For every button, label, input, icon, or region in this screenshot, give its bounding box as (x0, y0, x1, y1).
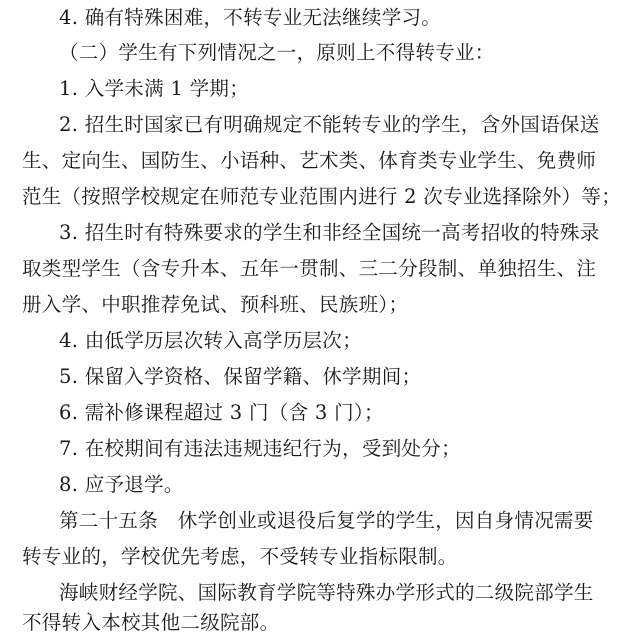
paragraph-line: 海峡财经学院、国际教育学院等特殊办学形式的二级院部学生 (59, 581, 594, 604)
list-item: 2. 招生时国家已有明确规定不能转专业的学生，含外国语保送 (59, 113, 600, 136)
list-item: 7. 在校期间有违法违规违纪行为，受到处分； (59, 437, 461, 460)
list-item: 8. 应予退学。 (59, 473, 184, 496)
list-item: 4. 由低学历层次转入高学历层次； (59, 329, 362, 352)
list-item: 3. 招生时有特殊要求的学生和非经全国统一高考招收的特殊录 (59, 221, 600, 244)
paragraph-line: 册入学、中职推荐免试、预科班、民族班）； (22, 293, 409, 316)
paragraph-line: 取类型学生（含专升本、五年一贯制、三二分段制、单独招生、注 (22, 257, 597, 280)
list-item: 6. 需补修课程超过 3 门（含 3 门）； (59, 401, 384, 424)
paragraph-line: 转专业的，学校优先考虑，不受转专业指标限制。 (22, 545, 458, 568)
paragraph-line: 生、定向生、国防生、小语种、艺术类、体育类专业学生、免费师 (22, 149, 597, 172)
paragraph-line: 不得转入本校其他二级院部。 (22, 611, 280, 634)
paragraph-line: 范生（按照学校规定在师范专业范围内进行 2 次专业选择除外）等； (22, 185, 621, 208)
list-item: 1. 入学未满 1 学期； (59, 77, 250, 100)
paragraph-line: 4. 确有特殊困难，不转专业无法继续学习。 (59, 6, 442, 29)
list-item: 5. 保留入学资格、保留学籍、休学期间； (59, 365, 422, 388)
section-heading: （二）学生有下列情况之一，原则上不得转专业： (59, 41, 495, 64)
article-heading: 第二十五条 休学创业或退役后复学的学生，因自身情况需要 (59, 509, 594, 532)
